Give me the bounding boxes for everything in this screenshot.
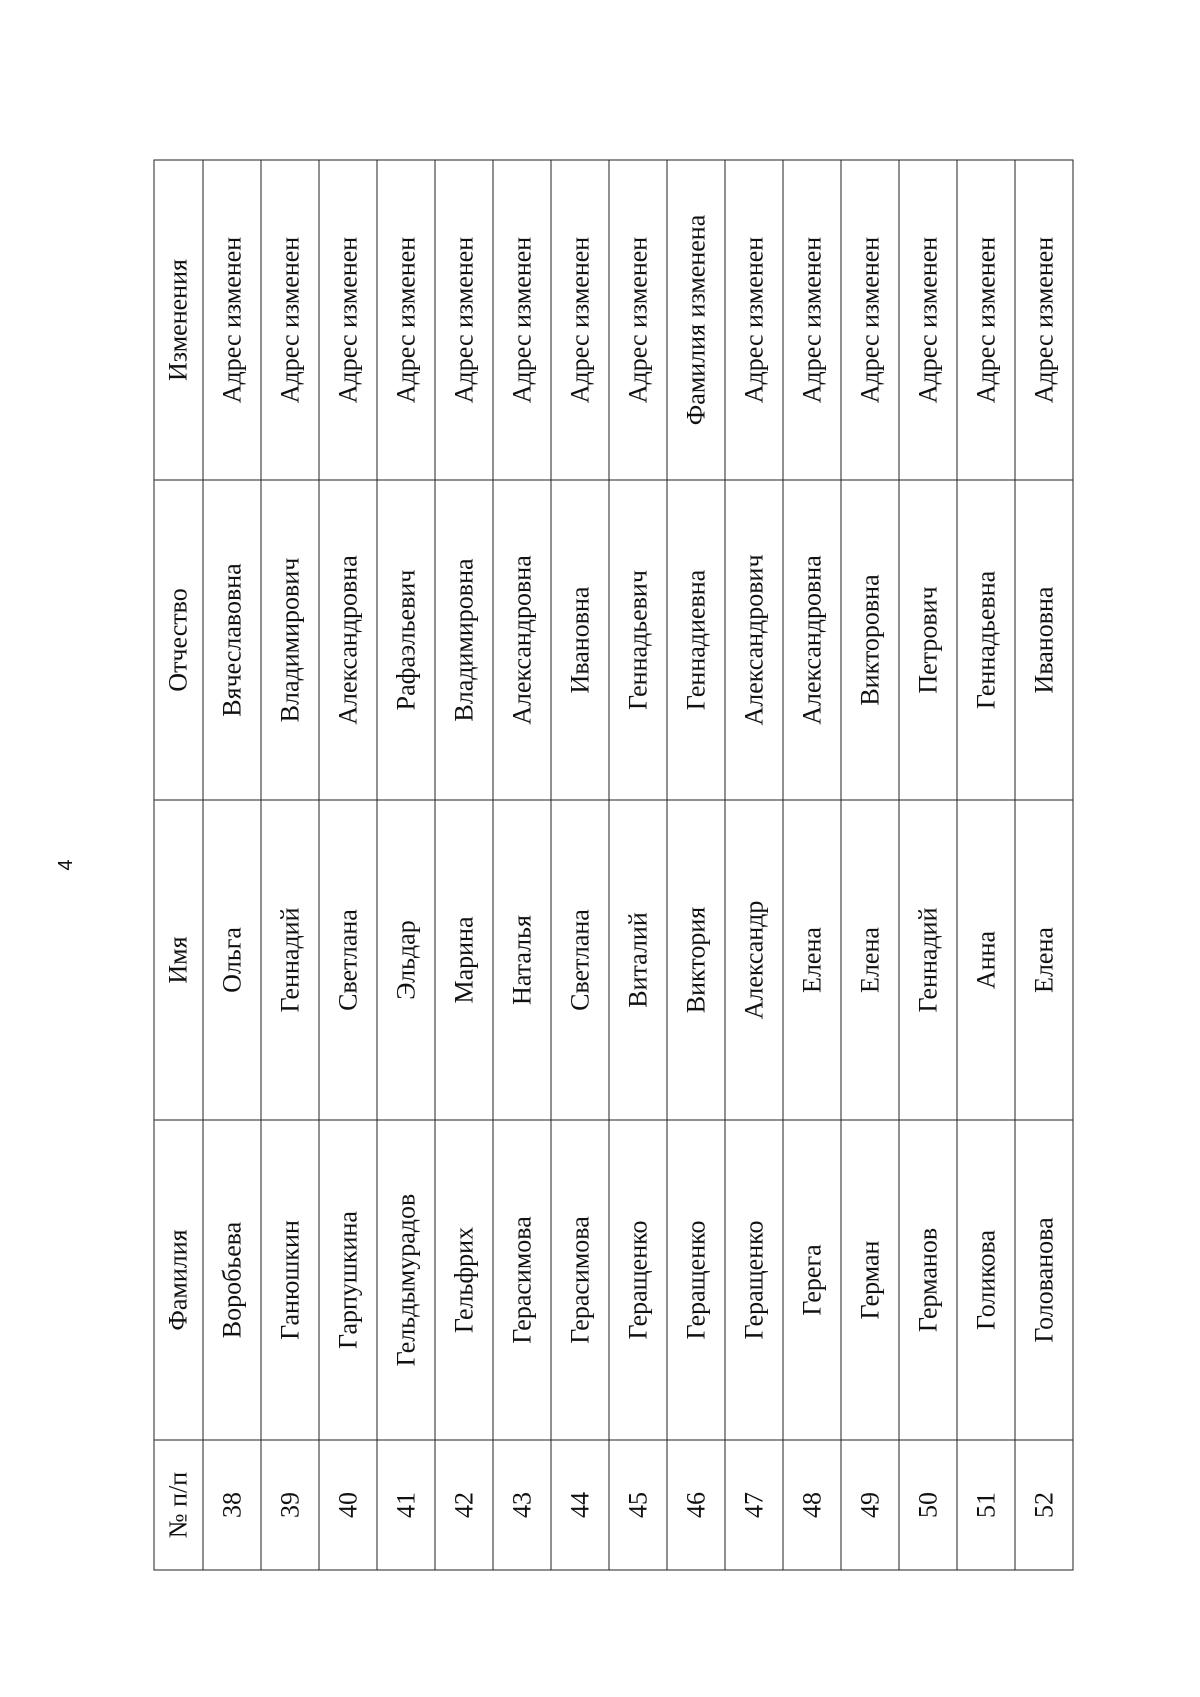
cell-patronymic: Ивановна xyxy=(1015,480,1073,800)
cell-changes: Адрес изменен xyxy=(203,160,261,480)
cell-changes: Адрес изменен xyxy=(1015,160,1073,480)
table-row xyxy=(493,160,551,1570)
cell-num: 52 xyxy=(1015,1440,1073,1570)
cell-surname: Герега xyxy=(783,1120,841,1440)
table-row xyxy=(435,160,493,1570)
cell-name: Геннадий xyxy=(261,800,319,1120)
table-row xyxy=(551,160,609,1570)
cell-num: 46 xyxy=(667,1440,725,1570)
cell-num: 51 xyxy=(957,1440,1015,1570)
cell-name: Марина xyxy=(435,800,493,1120)
cell-num: 48 xyxy=(783,1440,841,1570)
cell-name: Эльдар xyxy=(377,800,435,1120)
cell-name: Виктория xyxy=(667,800,725,1120)
table-row xyxy=(725,160,783,1570)
cell-changes: Адрес изменен xyxy=(725,160,783,480)
cell-name: Елена xyxy=(1015,800,1073,1120)
cell-changes: Адрес изменен xyxy=(609,160,667,480)
cell-patronymic: Геннадьевич xyxy=(609,480,667,800)
cell-num: 49 xyxy=(841,1440,899,1570)
cell-num: 43 xyxy=(493,1440,551,1570)
cell-patronymic: Александровна xyxy=(783,480,841,800)
cell-changes: Адрес изменен xyxy=(899,160,957,480)
cell-changes: Адрес изменен xyxy=(551,160,609,480)
cell-surname: Герасимова xyxy=(493,1120,551,1440)
cell-name: Александр xyxy=(725,800,783,1120)
cell-surname: Ганюшкин xyxy=(261,1120,319,1440)
cell-surname: Гельдымурадов xyxy=(377,1120,435,1440)
table-header-row xyxy=(154,160,203,1570)
table-row xyxy=(319,160,377,1570)
column-header-surname: Фамилия xyxy=(154,1120,203,1440)
column-header-patronymic: Отчество xyxy=(154,480,203,800)
cell-surname: Голикова xyxy=(957,1120,1015,1440)
cell-surname: Герман xyxy=(841,1120,899,1440)
cell-patronymic: Владимировна xyxy=(435,480,493,800)
cell-patronymic: Викторовна xyxy=(841,480,899,800)
table-row xyxy=(1015,160,1073,1570)
table-row xyxy=(899,160,957,1570)
table-row xyxy=(667,160,725,1570)
table-row xyxy=(609,160,667,1570)
table-row xyxy=(261,160,319,1570)
cell-surname: Геращенко xyxy=(725,1120,783,1440)
cell-patronymic: Александрович xyxy=(725,480,783,800)
cell-num: 44 xyxy=(551,1440,609,1570)
cell-name: Виталий xyxy=(609,800,667,1120)
cell-changes: Фамилия изменена xyxy=(667,160,725,480)
cell-name: Елена xyxy=(783,800,841,1120)
column-header-changes: Изменения xyxy=(154,160,203,480)
cell-name: Геннадий xyxy=(899,800,957,1120)
cell-patronymic: Ивановна xyxy=(551,480,609,800)
register-table xyxy=(154,160,1074,1571)
cell-num: 47 xyxy=(725,1440,783,1570)
table-row xyxy=(957,160,1015,1570)
cell-surname: Гарпушкина xyxy=(319,1120,377,1440)
cell-name: Ольга xyxy=(203,800,261,1120)
cell-num: 41 xyxy=(377,1440,435,1570)
table-body xyxy=(203,160,1073,1570)
cell-changes: Адрес изменен xyxy=(435,160,493,480)
cell-surname: Голованова xyxy=(1015,1120,1073,1440)
cell-changes: Адрес изменен xyxy=(319,160,377,480)
column-header-num: № п/п xyxy=(154,1440,203,1570)
table-row xyxy=(203,160,261,1570)
cell-name: Елена xyxy=(841,800,899,1120)
cell-changes: Адрес изменен xyxy=(261,160,319,480)
cell-num: 40 xyxy=(319,1440,377,1570)
cell-num: 38 xyxy=(203,1440,261,1570)
cell-patronymic: Рафаэльевич xyxy=(377,480,435,800)
cell-num: 42 xyxy=(435,1440,493,1570)
cell-changes: Адрес изменен xyxy=(783,160,841,480)
page-number: 4 xyxy=(55,859,77,871)
cell-name: Анна xyxy=(957,800,1015,1120)
cell-num: 45 xyxy=(609,1440,667,1570)
cell-num: 39 xyxy=(261,1440,319,1570)
table-row xyxy=(841,160,899,1570)
cell-patronymic: Александровна xyxy=(319,480,377,800)
cell-changes: Адрес изменен xyxy=(957,160,1015,480)
register-table-container xyxy=(153,160,1073,1570)
cell-surname: Геращенко xyxy=(609,1120,667,1440)
cell-patronymic: Владимирович xyxy=(261,480,319,800)
cell-name: Наталья xyxy=(493,800,551,1120)
cell-num: 50 xyxy=(899,1440,957,1570)
cell-patronymic: Петрович xyxy=(899,480,957,800)
cell-changes: Адрес изменен xyxy=(493,160,551,480)
cell-patronymic: Александровна xyxy=(493,480,551,800)
cell-surname: Германов xyxy=(899,1120,957,1440)
cell-patronymic: Вячеславовна xyxy=(203,480,261,800)
table-row xyxy=(783,160,841,1570)
table-row xyxy=(377,160,435,1570)
cell-changes: Адрес изменен xyxy=(841,160,899,480)
cell-surname: Гельфрих xyxy=(435,1120,493,1440)
cell-patronymic: Геннадьевна xyxy=(957,480,1015,800)
cell-surname: Воробьева xyxy=(203,1120,261,1440)
cell-surname: Герасимова xyxy=(551,1120,609,1440)
cell-name: Светлана xyxy=(319,800,377,1120)
column-header-name: Имя xyxy=(154,800,203,1120)
cell-surname: Геращенко xyxy=(667,1120,725,1440)
cell-name: Светлана xyxy=(551,800,609,1120)
cell-patronymic: Геннадиевна xyxy=(667,480,725,800)
cell-changes: Адрес изменен xyxy=(377,160,435,480)
